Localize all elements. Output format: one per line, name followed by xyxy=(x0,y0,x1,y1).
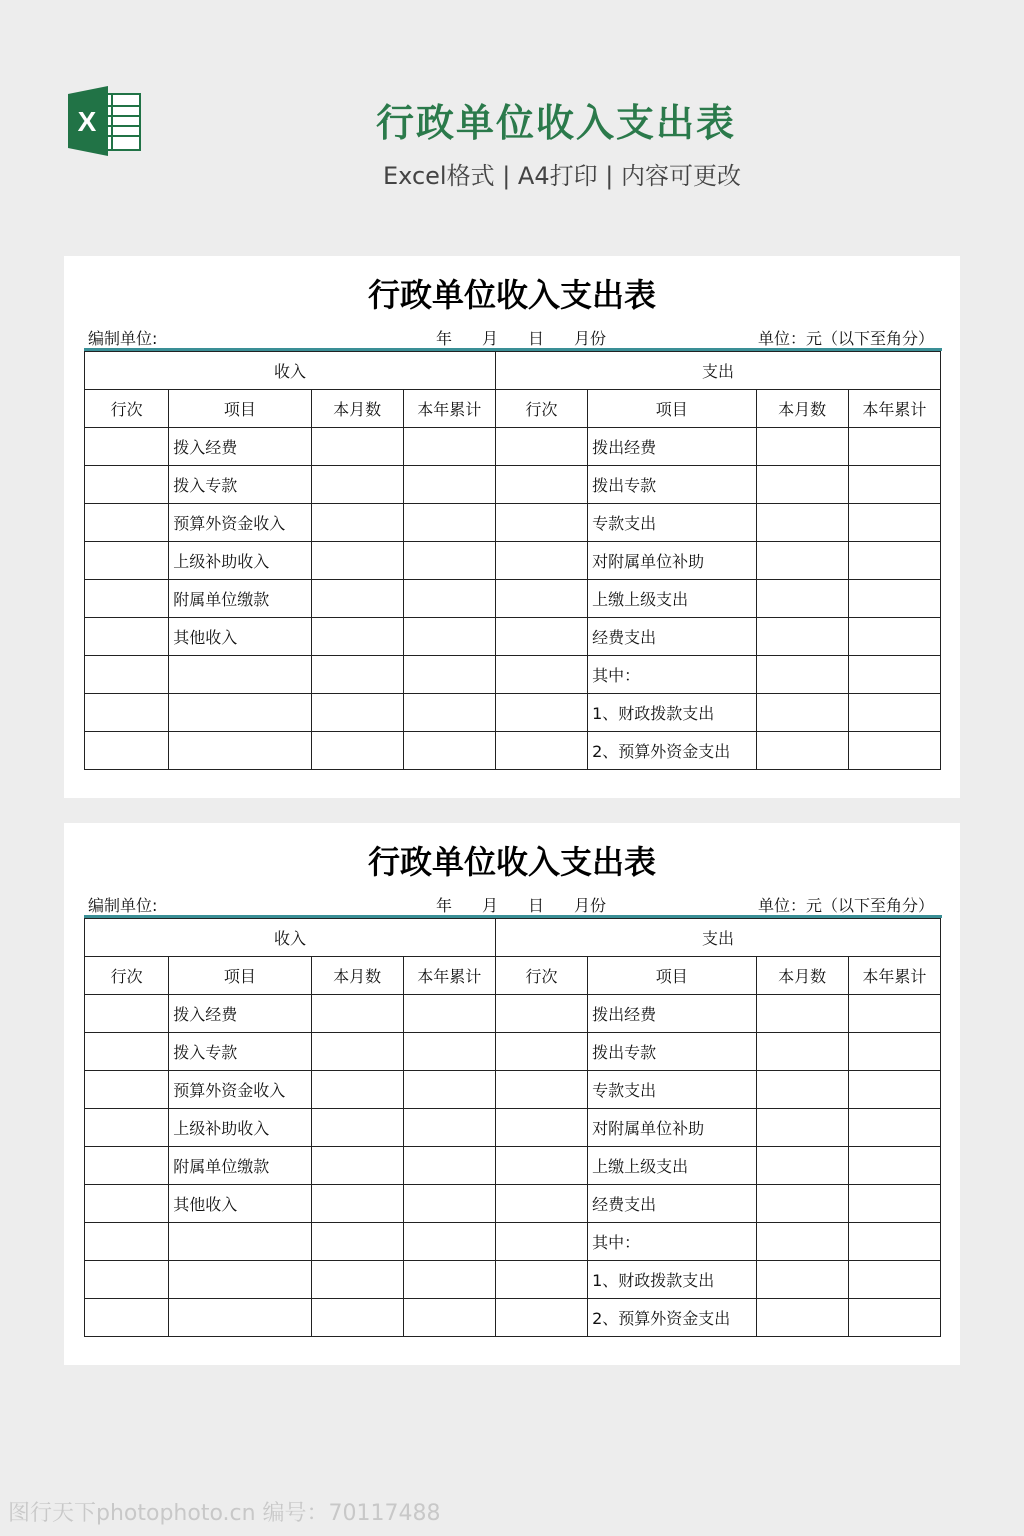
income-ytd-cell[interactable] xyxy=(403,1071,495,1109)
date-year: 年 xyxy=(436,329,453,348)
section-header-row xyxy=(85,352,941,390)
expense-month-cell[interactable] xyxy=(756,504,848,542)
expense-ytd-cell[interactable] xyxy=(848,1261,940,1299)
table-row xyxy=(85,1223,941,1261)
income-month-cell[interactable] xyxy=(311,542,403,580)
column-header: 行次 xyxy=(495,957,587,995)
column-header: 本月数 xyxy=(311,957,403,995)
income-item-cell[interactable]: 拨入经费 xyxy=(169,428,311,466)
expense-item-cell[interactable]: 拨出经费 xyxy=(588,995,756,1033)
income-line-no-cell[interactable] xyxy=(85,580,169,618)
income-item-cell[interactable] xyxy=(169,1261,311,1299)
column-header: 项目 xyxy=(169,957,311,995)
income-month-cell[interactable] xyxy=(311,580,403,618)
page-title: 行政单位收入支出表 xyxy=(375,101,736,145)
expense-item-cell[interactable]: 拨出专款 xyxy=(588,466,756,504)
expense-item-cell[interactable]: 对附属单位补助 xyxy=(588,542,756,580)
table-row xyxy=(85,504,941,542)
column-header: 项目 xyxy=(169,390,311,428)
income-ytd-cell[interactable] xyxy=(403,656,495,694)
excel-logo-letter: X xyxy=(77,106,97,137)
income-item-cell[interactable] xyxy=(169,1223,311,1261)
date-day: 日 xyxy=(528,329,545,348)
income-item-cell[interactable]: 上级补助收入 xyxy=(169,542,311,580)
income-ytd-cell[interactable] xyxy=(403,466,495,504)
expense-item-cell[interactable]: 上缴上级支出 xyxy=(588,580,756,618)
compiler-label: 编制单位: xyxy=(88,896,158,915)
expense-item-cell[interactable]: 上缴上级支出 xyxy=(588,1147,756,1185)
income-line-no-cell[interactable] xyxy=(85,1109,169,1147)
column-header-row xyxy=(85,957,941,995)
income-line-no-cell[interactable] xyxy=(85,1185,169,1223)
income-line-no-cell[interactable] xyxy=(85,1147,169,1185)
income-month-cell[interactable] xyxy=(311,618,403,656)
income-month-cell[interactable] xyxy=(311,1261,403,1299)
expense-item-cell[interactable]: 经费支出 xyxy=(588,618,756,656)
expense-month-cell[interactable] xyxy=(756,428,848,466)
expense-line-no-cell[interactable] xyxy=(495,1147,587,1185)
income-month-cell[interactable] xyxy=(311,1071,403,1109)
income-line-no-cell[interactable] xyxy=(85,542,169,580)
expense-line-no-cell[interactable] xyxy=(495,1071,587,1109)
income-item-cell[interactable]: 拨入经费 xyxy=(169,995,311,1033)
expense-line-no-cell[interactable] xyxy=(495,732,587,770)
expense-ytd-cell[interactable] xyxy=(848,694,940,732)
expense-ytd-cell[interactable] xyxy=(848,1071,940,1109)
income-ytd-cell[interactable] xyxy=(403,580,495,618)
expense-ytd-cell[interactable] xyxy=(848,466,940,504)
expense-ytd-cell[interactable] xyxy=(848,1299,940,1337)
table-row xyxy=(85,466,941,504)
column-header: 本月数 xyxy=(756,390,848,428)
table-row xyxy=(85,1147,941,1185)
income-ytd-cell[interactable] xyxy=(403,1147,495,1185)
income-line-no-cell[interactable] xyxy=(85,1261,169,1299)
date-fields xyxy=(436,326,606,349)
income-ytd-cell[interactable] xyxy=(403,1299,495,1337)
expense-line-no-cell[interactable] xyxy=(495,1261,587,1299)
expense-month-cell[interactable] xyxy=(756,656,848,694)
expense-item-cell[interactable]: 1、财政拨款支出 xyxy=(588,694,756,732)
income-month-cell[interactable] xyxy=(311,1109,403,1147)
income-line-no-cell[interactable] xyxy=(85,1071,169,1109)
income-month-cell[interactable] xyxy=(311,1299,403,1337)
expense-item-cell[interactable]: 其中： xyxy=(588,656,756,694)
table-row xyxy=(85,732,941,770)
expense-ytd-cell[interactable] xyxy=(848,732,940,770)
income-expense-table xyxy=(84,351,941,770)
income-ytd-cell[interactable] xyxy=(403,732,495,770)
column-header: 项目 xyxy=(588,957,756,995)
expense-month-cell[interactable] xyxy=(756,1261,848,1299)
expense-line-no-cell[interactable] xyxy=(495,618,587,656)
expense-month-cell[interactable] xyxy=(756,618,848,656)
income-item-cell[interactable] xyxy=(169,656,311,694)
income-line-no-cell[interactable] xyxy=(85,732,169,770)
table-row xyxy=(85,618,941,656)
table-row xyxy=(85,1185,941,1223)
sheet-title: 行政单位收入支出表 xyxy=(367,843,656,881)
table-row xyxy=(85,1033,941,1071)
expense-month-cell[interactable] xyxy=(756,995,848,1033)
expense-month-cell[interactable] xyxy=(756,694,848,732)
column-header: 本月数 xyxy=(311,390,403,428)
expense-month-cell[interactable] xyxy=(756,1223,848,1261)
income-month-cell[interactable] xyxy=(311,1185,403,1223)
unit-label: 单位：元（以下至角分） xyxy=(757,896,934,915)
date-month: 月 xyxy=(482,329,499,348)
income-line-no-cell[interactable] xyxy=(85,504,169,542)
income-item-cell[interactable]: 其他收入 xyxy=(169,618,311,656)
income-line-no-cell[interactable] xyxy=(85,428,169,466)
income-line-no-cell[interactable] xyxy=(85,1033,169,1071)
sheet-card-1 xyxy=(64,256,960,798)
expense-month-cell[interactable] xyxy=(756,1299,848,1337)
table-row xyxy=(85,1299,941,1337)
expense-line-no-cell[interactable] xyxy=(495,1223,587,1261)
income-ytd-cell[interactable] xyxy=(403,428,495,466)
section-income: 收入 xyxy=(85,352,496,390)
expense-ytd-cell[interactable] xyxy=(848,428,940,466)
income-month-cell[interactable] xyxy=(311,995,403,1033)
expense-item-cell[interactable]: 1、财政拨款支出 xyxy=(588,1261,756,1299)
expense-month-cell[interactable] xyxy=(756,466,848,504)
income-item-cell[interactable] xyxy=(169,732,311,770)
income-item-cell[interactable]: 预算外资金收入 xyxy=(169,1071,311,1109)
expense-ytd-cell[interactable] xyxy=(848,1109,940,1147)
expense-month-cell[interactable] xyxy=(756,542,848,580)
expense-month-cell[interactable] xyxy=(756,1185,848,1223)
table-row xyxy=(85,694,941,732)
column-header: 本年累计 xyxy=(403,390,495,428)
column-header: 本年累计 xyxy=(848,390,940,428)
expense-item-cell[interactable]: 经费支出 xyxy=(588,1185,756,1223)
income-line-no-cell[interactable] xyxy=(85,1299,169,1337)
expense-item-cell[interactable]: 其中： xyxy=(588,1223,756,1261)
watermark: 图行天下photophoto.cn 编号：70117488 xyxy=(8,1501,441,1526)
income-month-cell[interactable] xyxy=(311,1223,403,1261)
sheet-title: 行政单位收入支出表 xyxy=(367,276,656,314)
expense-ytd-cell[interactable] xyxy=(848,542,940,580)
income-line-no-cell[interactable] xyxy=(85,466,169,504)
date-period: 月份 xyxy=(574,329,607,348)
income-ytd-cell[interactable] xyxy=(403,542,495,580)
expense-month-cell[interactable] xyxy=(756,1071,848,1109)
expense-ytd-cell[interactable] xyxy=(848,1185,940,1223)
expense-ytd-cell[interactable] xyxy=(848,656,940,694)
expense-item-cell[interactable]: 拨出专款 xyxy=(588,1033,756,1071)
income-month-cell[interactable] xyxy=(311,466,403,504)
expense-line-no-cell[interactable] xyxy=(495,1109,587,1147)
expense-item-cell[interactable]: 2、预算外资金支出 xyxy=(588,1299,756,1337)
column-header: 本年累计 xyxy=(403,957,495,995)
expense-line-no-cell[interactable] xyxy=(495,995,587,1033)
expense-item-cell[interactable]: 专款支出 xyxy=(588,1071,756,1109)
income-item-cell[interactable]: 附属单位缴款 xyxy=(169,1147,311,1185)
section-expense: 支出 xyxy=(495,352,940,390)
expense-line-no-cell[interactable] xyxy=(495,656,587,694)
expense-item-cell[interactable]: 对附属单位补助 xyxy=(588,1109,756,1147)
income-expense-table xyxy=(84,918,941,1337)
income-item-cell[interactable]: 附属单位缴款 xyxy=(169,580,311,618)
expense-line-no-cell[interactable] xyxy=(495,1185,587,1223)
expense-month-cell[interactable] xyxy=(756,732,848,770)
column-header: 行次 xyxy=(85,390,169,428)
column-header: 本月数 xyxy=(756,957,848,995)
table-row xyxy=(85,995,941,1033)
income-item-cell[interactable] xyxy=(169,1299,311,1337)
income-line-no-cell[interactable] xyxy=(85,694,169,732)
date-day: 日 xyxy=(528,896,545,915)
expense-line-no-cell[interactable] xyxy=(495,1299,587,1337)
expense-ytd-cell[interactable] xyxy=(848,995,940,1033)
income-ytd-cell[interactable] xyxy=(403,1261,495,1299)
compiler-label: 编制单位: xyxy=(88,329,158,348)
income-item-cell[interactable] xyxy=(169,694,311,732)
expense-line-no-cell[interactable] xyxy=(495,504,587,542)
expense-ytd-cell[interactable] xyxy=(848,1223,940,1261)
income-ytd-cell[interactable] xyxy=(403,694,495,732)
sheet-card-2 xyxy=(64,823,960,1365)
expense-ytd-cell[interactable] xyxy=(848,504,940,542)
date-year: 年 xyxy=(436,896,453,915)
expense-line-no-cell[interactable] xyxy=(495,694,587,732)
income-month-cell[interactable] xyxy=(311,504,403,542)
income-line-no-cell[interactable] xyxy=(85,995,169,1033)
expense-ytd-cell[interactable] xyxy=(848,1147,940,1185)
expense-month-cell[interactable] xyxy=(756,1109,848,1147)
table-row xyxy=(85,1109,941,1147)
table-row xyxy=(85,428,941,466)
expense-month-cell[interactable] xyxy=(756,1033,848,1071)
date-fields xyxy=(436,893,606,916)
expense-line-no-cell[interactable] xyxy=(495,428,587,466)
income-item-cell[interactable]: 预算外资金收入 xyxy=(169,504,311,542)
income-ytd-cell[interactable] xyxy=(403,1185,495,1223)
section-income: 收入 xyxy=(85,919,496,957)
expense-item-cell[interactable]: 专款支出 xyxy=(588,504,756,542)
expense-item-cell[interactable]: 拨出经费 xyxy=(588,428,756,466)
income-ytd-cell[interactable] xyxy=(403,1033,495,1071)
income-ytd-cell[interactable] xyxy=(403,995,495,1033)
income-ytd-cell[interactable] xyxy=(403,504,495,542)
section-expense: 支出 xyxy=(495,919,940,957)
expense-ytd-cell[interactable] xyxy=(848,618,940,656)
income-line-no-cell[interactable] xyxy=(85,618,169,656)
expense-line-no-cell[interactable] xyxy=(495,1033,587,1071)
income-month-cell[interactable] xyxy=(311,694,403,732)
table-row xyxy=(85,542,941,580)
section-header-row xyxy=(85,919,941,957)
date-period: 月份 xyxy=(574,896,607,915)
expense-line-no-cell[interactable] xyxy=(495,542,587,580)
income-item-cell[interactable]: 上级补助收入 xyxy=(169,1109,311,1147)
income-item-cell[interactable]: 拨入专款 xyxy=(169,1033,311,1071)
income-month-cell[interactable] xyxy=(311,656,403,694)
expense-ytd-cell[interactable] xyxy=(848,1033,940,1071)
expense-ytd-cell[interactable] xyxy=(848,580,940,618)
expense-month-cell[interactable] xyxy=(756,580,848,618)
income-month-cell[interactable] xyxy=(311,732,403,770)
column-header: 项目 xyxy=(588,390,756,428)
income-ytd-cell[interactable] xyxy=(403,618,495,656)
column-header: 本年累计 xyxy=(848,957,940,995)
table-row xyxy=(85,1071,941,1109)
income-month-cell[interactable] xyxy=(311,428,403,466)
income-ytd-cell[interactable] xyxy=(403,1223,495,1261)
page-subtitle: Excel格式 | A4打印 | 内容可更改 xyxy=(383,162,741,190)
income-item-cell[interactable]: 其他收入 xyxy=(169,1185,311,1223)
column-header: 行次 xyxy=(85,957,169,995)
column-header: 行次 xyxy=(495,390,587,428)
income-month-cell[interactable] xyxy=(311,1033,403,1071)
expense-item-cell[interactable]: 2、预算外资金支出 xyxy=(588,732,756,770)
expense-line-no-cell[interactable] xyxy=(495,580,587,618)
column-header-row xyxy=(85,390,941,428)
income-item-cell[interactable]: 拨入专款 xyxy=(169,466,311,504)
income-line-no-cell[interactable] xyxy=(85,1223,169,1261)
date-month: 月 xyxy=(482,896,499,915)
table-row xyxy=(85,580,941,618)
table-row xyxy=(85,1261,941,1299)
expense-line-no-cell[interactable] xyxy=(495,466,587,504)
income-line-no-cell[interactable] xyxy=(85,656,169,694)
income-ytd-cell[interactable] xyxy=(403,1109,495,1147)
expense-month-cell[interactable] xyxy=(756,1147,848,1185)
table-row xyxy=(85,656,941,694)
unit-label: 单位：元（以下至角分） xyxy=(757,329,934,348)
income-month-cell[interactable] xyxy=(311,1147,403,1185)
